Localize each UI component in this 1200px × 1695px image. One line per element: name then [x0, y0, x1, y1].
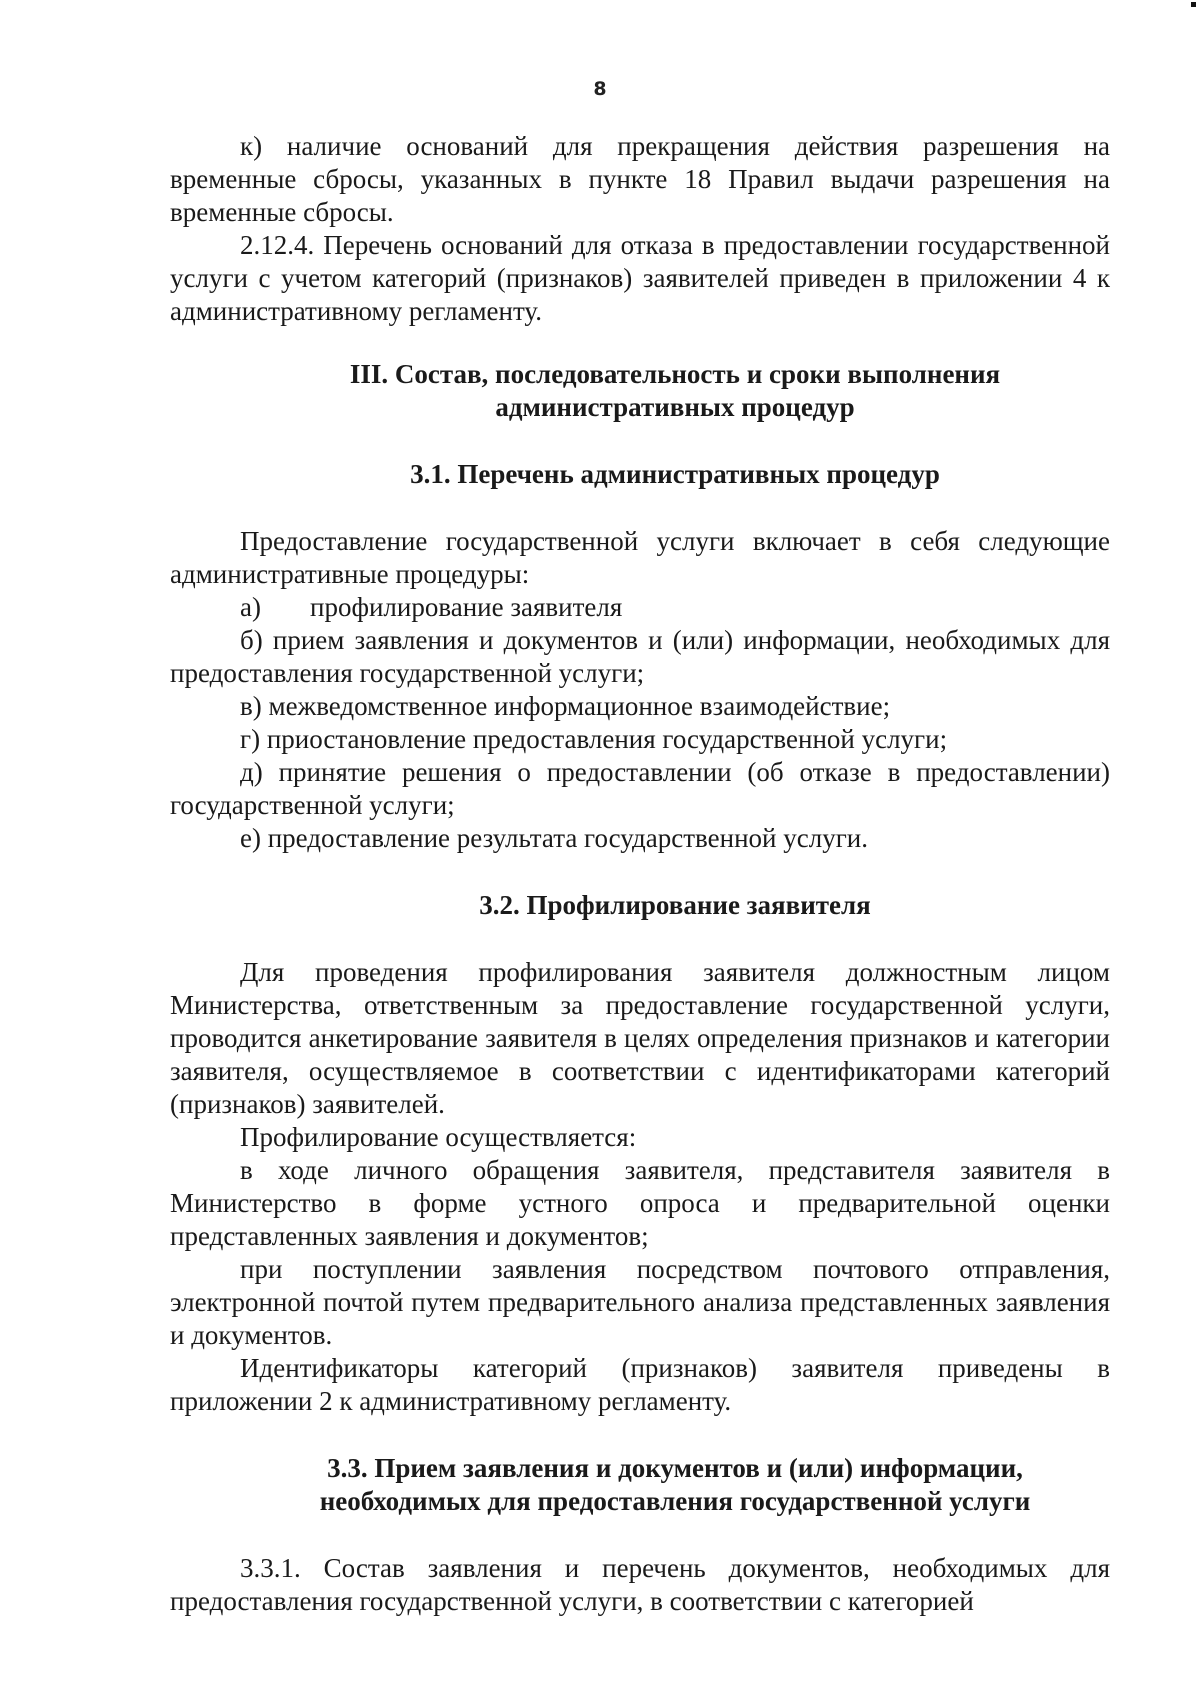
list-letter: а) [240, 592, 261, 622]
list-item-d: д) принятие решения о предоставлении (об отказе в предоставлении) государственной услуги; [170, 757, 1110, 820]
subsection-heading-3-3 [170, 1452, 1110, 1518]
paragraph-personal-visit: в ходе личного обращения заявителя, представителя заявителя в Министерство в форме устного опроса и предварительной оценки представленных заявления и документов; [170, 1155, 1110, 1251]
heading-line: необходимых для предоставления государственной услуги [319, 1486, 1031, 1516]
paragraph-2-12-4: 2.12.4. Перечень оснований для отказа в предоставлении государственной услуги с учетом категорий (признаков) заявителей приведен в приложении 4 к административному регламенту. [170, 230, 1110, 326]
heading-line: 3.1. Перечень административных процедур [410, 459, 940, 489]
list-item-text: профилирование заявителя [310, 592, 623, 622]
list-item-e: е) предоставление результата государственной услуги. [240, 823, 868, 853]
list-item-v: в) межведомственное информационное взаимодействие; [240, 691, 891, 721]
paragraph-profiling-done: Профилирование осуществляется: [240, 1122, 637, 1152]
document-body [170, 130, 1110, 1618]
paragraph-3-3-1: 3.3.1. Состав заявления и перечень документов, необходимых для предоставления государственной услуги, в соответствии с категорией [170, 1553, 1110, 1616]
list-item-b: б) прием заявления и документов и (или) информации, необходимых для предоставления государственной услуги; [170, 625, 1110, 688]
heading-line: административных процедур [495, 392, 855, 422]
list-item-g: г) приостановление предоставления государственной услуги; [240, 724, 948, 754]
heading-line: 3.3. Прием заявления и документов и (или) информации, [327, 1453, 1023, 1483]
scan-corner-mark [1191, 2, 1196, 7]
paragraph-identifiers: Идентификаторы категорий (признаков) заявителя приведены в приложении 2 к административному регламенту. [170, 1353, 1110, 1416]
paragraph-procedures-intro: Предоставление государственной услуги включает в себя следующие административные процедуры: [170, 526, 1110, 589]
heading-line: III. Состав, последовательность и сроки выполнения [349, 359, 1001, 389]
subsection-heading-3-1 [170, 458, 1110, 491]
page-number: 8 [593, 78, 607, 100]
paragraph-profiling: Для проведения профилирования заявителя должностным лицом Министерства, ответственным за предоставление государственной услуги, проводится анкетирование заявителя в целях определения признаков и категории заявителя, осуществляемое в соответствии с идентификаторами категорий (признаков) заявителей. [170, 957, 1110, 1119]
list-item-a [170, 591, 1110, 624]
heading-line: 3.2. Профилирование заявителя [479, 890, 871, 920]
paragraph-k: к) наличие оснований для прекращения действия разрешения на временные сбросы, указанных в пункте 18 Правил выдачи разрешения на временные сбросы. [170, 131, 1110, 227]
section-heading-iii [170, 358, 1110, 424]
subsection-heading-3-2 [170, 889, 1110, 922]
paragraph-postal: при поступлении заявления посредством почтового отправления, электронной почтой путем предварительного анализа представленных заявления и документов. [170, 1254, 1110, 1350]
